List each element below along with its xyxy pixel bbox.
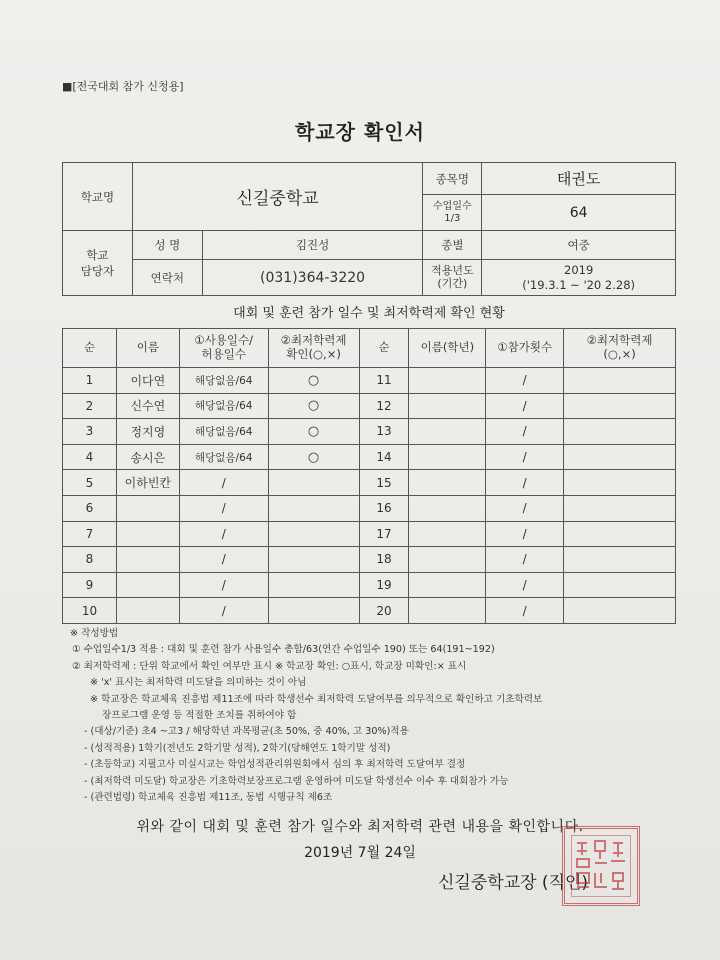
min-academic-check-2	[564, 572, 676, 598]
student-name-2	[409, 572, 486, 598]
student-name-2	[409, 547, 486, 573]
used-days: /	[179, 495, 268, 521]
min-academic-check-2	[564, 547, 676, 573]
roster-table	[62, 328, 676, 624]
instructions-block	[70, 626, 690, 806]
used-days: 해당없음/64	[179, 444, 268, 470]
student-name: 이다연	[116, 368, 179, 394]
header-no: 순	[63, 329, 117, 368]
min-academic-check	[268, 521, 359, 547]
participation-count: /	[486, 444, 564, 470]
header-min	[268, 329, 359, 368]
row-number: 4	[63, 444, 117, 470]
participation-count: /	[486, 368, 564, 394]
table-row	[63, 572, 676, 598]
min-academic-check	[268, 598, 359, 624]
gender-value: 여중	[482, 231, 676, 260]
note-line: - (관련법령) 학교체육 진흥법 제11조, 동법 시행규칙 제6조	[84, 792, 333, 804]
principal-signature: 신길중학교장 (직인)	[438, 873, 589, 893]
min-academic-check	[268, 495, 359, 521]
min-academic-check: ○	[268, 444, 359, 470]
row-number-2: 17	[359, 521, 409, 547]
student-name: 이하빈칸	[116, 470, 179, 496]
note-line: ② 최저학력제 : 단위 학교에서 확인 여부만 표시 ※ 학교장 확인: ○표시, 학교장 미확인:× 표시	[72, 660, 467, 672]
table-row	[63, 547, 676, 573]
row-number: 9	[63, 572, 117, 598]
contact-label: 연락처	[132, 260, 202, 296]
header-min-line2: 확인(○,×)	[286, 347, 341, 361]
period-value	[482, 260, 676, 296]
used-days: /	[179, 547, 268, 573]
student-name	[116, 572, 179, 598]
student-name	[116, 598, 179, 624]
header-name: 이름	[116, 329, 179, 368]
student-name-2	[409, 598, 486, 624]
class-days-value: 64	[482, 195, 676, 231]
participation-count: /	[486, 521, 564, 547]
used-days: /	[179, 598, 268, 624]
student-name-2	[409, 521, 486, 547]
participation-count: /	[486, 393, 564, 419]
period-label-line1: 적용년도	[431, 263, 474, 277]
min-academic-check	[268, 470, 359, 496]
row-number-2: 12	[359, 393, 409, 419]
participation-count: /	[486, 547, 564, 573]
seal-glyph-marks	[565, 829, 637, 903]
min-academic-check: ○	[268, 419, 359, 445]
table-row	[63, 470, 676, 496]
min-academic-check-2	[564, 470, 676, 496]
manager-label	[63, 231, 133, 296]
used-days: /	[179, 572, 268, 598]
row-number-2: 15	[359, 470, 409, 496]
row-number: 6	[63, 495, 117, 521]
table-row	[63, 444, 676, 470]
min-academic-check-2	[564, 368, 676, 394]
min-academic-check-2	[564, 444, 676, 470]
class-days-label	[423, 195, 482, 231]
header-min2	[564, 329, 676, 368]
student-name-2	[409, 368, 486, 394]
school-name: 신길중학교	[132, 163, 423, 231]
school-name-label: 학교명	[63, 163, 133, 231]
note-line: 장프로그램 운영 등 적절한 조치를 취하여야 함	[102, 710, 297, 722]
student-name: 정지영	[116, 419, 179, 445]
note-line: ※ 'x' 표시는 최저학력 미도달을 의미하는 것이 아님	[90, 677, 307, 689]
used-days: 해당없음/64	[179, 419, 268, 445]
note-line: ① 수업일수1/3 적용 : 대회 및 훈련 참가 사용일수 총합/63(연간 수업일수 190) 또는 64(191~192)	[72, 644, 495, 656]
student-name-2	[409, 393, 486, 419]
row-number-2: 20	[359, 598, 409, 624]
row-number-2: 14	[359, 444, 409, 470]
manager-label-line1: 학교	[86, 248, 109, 262]
row-number-2: 11	[359, 368, 409, 394]
row-number: 10	[63, 598, 117, 624]
note-line: - (대상/기준) 초4 ~고3 / 해당학년 과목평균(초 50%, 중 40%, 고 30%)적용	[84, 726, 409, 738]
participation-count: /	[486, 419, 564, 445]
header-min2-line1: ②최저학력제	[586, 333, 653, 348]
header-min2-line2: (○,×)	[603, 347, 636, 361]
row-number: 5	[63, 470, 117, 496]
class-days-label-line2: 1/3	[444, 212, 461, 224]
participation-count: /	[486, 470, 564, 496]
participation-count: /	[486, 572, 564, 598]
period-label-line2: (기간)	[437, 276, 468, 290]
school-info-table	[62, 162, 676, 296]
row-number-2: 16	[359, 495, 409, 521]
sport-value: 태권도	[482, 163, 676, 195]
min-academic-check-2	[564, 598, 676, 624]
row-number-2: 18	[359, 547, 409, 573]
used-days: /	[179, 521, 268, 547]
header-min-line1: ②최저학력제	[280, 333, 347, 348]
table-row	[63, 393, 676, 419]
student-name	[116, 521, 179, 547]
student-name	[116, 495, 179, 521]
table-row	[63, 598, 676, 624]
note-line: - (성적적용) 1학기(전년도 2학기말 성적), 2학기(당해연도 1학기말 성적)	[84, 742, 391, 754]
student-name: 신수연	[116, 393, 179, 419]
document-title: 학교장 확인서	[295, 120, 425, 144]
student-name: 송시은	[116, 444, 179, 470]
used-days: 해당없음/64	[179, 368, 268, 394]
form-usage-label: ■[전국대회 참가 신청용]	[62, 80, 184, 93]
table-row	[63, 368, 676, 394]
row-number: 2	[63, 393, 117, 419]
official-seal-stamp	[562, 826, 640, 906]
min-academic-check	[268, 547, 359, 573]
header-name2: 이름(학년)	[409, 329, 486, 368]
student-name-2	[409, 444, 486, 470]
note-line: - (최저학력 미도달) 학교장은 기초학력보장프로그램 운영하여 미도달 학생선수 이수 후 대회참가 가능	[84, 775, 509, 787]
period-label	[423, 260, 482, 296]
row-number: 3	[63, 419, 117, 445]
issue-date: 2019년 7월 24일	[304, 845, 416, 861]
min-academic-check	[268, 572, 359, 598]
row-number: 1	[63, 368, 117, 394]
note-heading: ※ 작성방법	[70, 628, 119, 639]
min-academic-check: ○	[268, 368, 359, 394]
header-count: ①참가횟수	[486, 329, 564, 368]
name-label: 성 명	[132, 231, 202, 260]
min-academic-check-2	[564, 393, 676, 419]
manager-label-line2: 담당자	[80, 264, 115, 278]
period-range: ('19.3.1 ~ '20 2.28)	[522, 277, 635, 292]
student-name-2	[409, 419, 486, 445]
row-number: 7	[63, 521, 117, 547]
class-days-label-line1: 수업일수	[433, 201, 472, 212]
participation-count: /	[486, 598, 564, 624]
min-academic-check-2	[564, 419, 676, 445]
period-year: 2019	[564, 262, 594, 277]
note-line: ※ 학교장은 학교체육 진흥법 제11조에 따라 학생선수 최저학력 도달여부를 의무적으로 확인하고 기초학력보	[90, 693, 543, 705]
header-days-line2: 허용일수	[201, 347, 246, 361]
used-days: /	[179, 470, 268, 496]
manager-name: 김진성	[202, 231, 423, 260]
row-number-2: 19	[359, 572, 409, 598]
table-row	[63, 521, 676, 547]
row-number: 8	[63, 547, 117, 573]
min-academic-check-2	[564, 495, 676, 521]
participation-count: /	[486, 495, 564, 521]
note-line: - (초등학교) 지필고사 미실시교는 학업성적관리위원회에서 심의 후 최저학력 도달여부 결정	[84, 759, 466, 771]
row-number-2: 13	[359, 419, 409, 445]
table-row	[63, 419, 676, 445]
roster-header-row	[63, 329, 676, 368]
student-name-2	[409, 470, 486, 496]
header-days-line1: ①사용일수/	[194, 333, 254, 348]
student-name-2	[409, 495, 486, 521]
table-row	[63, 495, 676, 521]
used-days: 해당없음/64	[179, 393, 268, 419]
contact-value: (031)364-3220	[202, 260, 423, 296]
confirmation-statement: 위와 같이 대회 및 훈련 참가 일수와 최저학력 관련 내용을 확인합니다.	[136, 819, 584, 835]
min-academic-check-2	[564, 521, 676, 547]
gender-label: 종별	[423, 231, 482, 260]
student-name	[116, 547, 179, 573]
roster-caption: 대회 및 훈련 참가 일수 및 최저학력제 확인 현황	[233, 306, 505, 321]
min-academic-check: ○	[268, 393, 359, 419]
header-days	[179, 329, 268, 368]
header-no2: 순	[359, 329, 409, 368]
sport-label: 종목명	[423, 163, 482, 195]
